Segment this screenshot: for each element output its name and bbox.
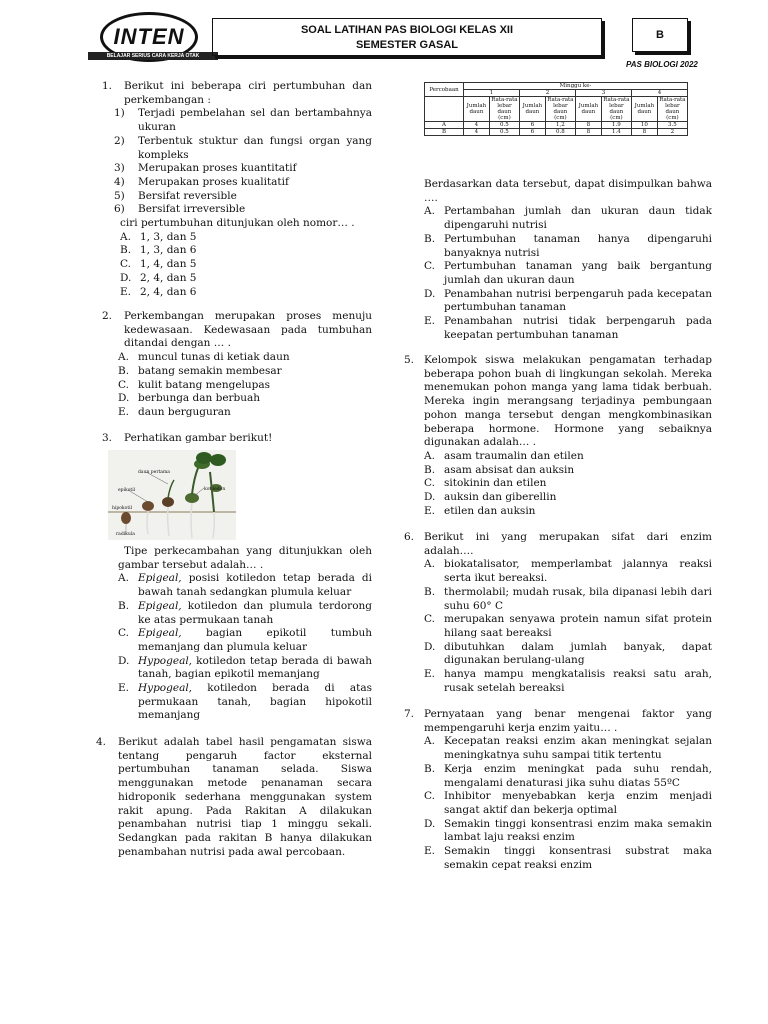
answer-option	[118, 627, 372, 654]
answer-option	[424, 233, 712, 260]
option-text: Kerja enzim meningkat pada suhu rendah, mengalami denaturasi jika suhu diatas 55ºC	[444, 762, 712, 789]
option-text: posisi kotiledon tetap berada di bawah tanah sedangkan plumula keluar	[138, 572, 372, 599]
option-letter: D.	[118, 392, 130, 405]
statement-number: 3)	[114, 162, 125, 175]
answer-option	[424, 315, 712, 342]
statement-item	[104, 135, 372, 162]
option-letter: E.	[120, 285, 132, 298]
statement-text: Terjadi pembelahan sel dan bertambahnya ukuran	[138, 107, 372, 134]
question-3	[104, 432, 372, 446]
table-cell: 0.8	[545, 129, 575, 136]
option-letter: D.	[424, 491, 436, 504]
option-text: etilen dan auksin	[444, 504, 536, 517]
table-cell: 1,2	[545, 122, 575, 129]
option-text: berbunga dan berbuah	[138, 392, 261, 405]
option-letter: B.	[120, 244, 132, 257]
answer-option	[120, 272, 372, 286]
option-letter: E.	[118, 405, 130, 418]
table-row	[425, 129, 688, 136]
answer-option	[118, 365, 372, 379]
question-5	[404, 354, 712, 518]
germination-figure	[108, 450, 236, 540]
answer-option	[118, 682, 372, 723]
option-letter: A.	[424, 558, 435, 571]
statement-text: Bersifat reversible	[138, 189, 237, 202]
question-stem: Perhatikan gambar berikut!	[124, 432, 273, 444]
table-cell: 4	[464, 129, 490, 136]
question-stem-2: Berdasarkan data tersebut, dapat disimpulkan bahwa ….	[424, 178, 712, 204]
option-letter: C.	[118, 627, 129, 640]
answer-option	[118, 379, 372, 393]
question-stem: Perkembangan merupakan proses menuju kedewasaan. Kedewasaan pada tumbuhan ditandai dengan … .	[124, 310, 372, 350]
question-stem: Berikut adalah tabel hasil pengamatan siswa tentang pengaruh factor eksternal pertumbuhan tanaman selada. Siswa menggunakan metode penanaman secara hidroponik sederhana menggunakan system rakit apung. Pada Rakitan A dilakukan penambahan nutrisi tiap 1 minggu sekali. Sedangkan pada rakitan B hanya dilakukan penambahan nutrisi pada awal percobaan.	[118, 736, 372, 858]
question-6	[404, 531, 712, 695]
option-letter: A.	[118, 351, 129, 364]
table-cell: 8	[575, 129, 601, 136]
table-cell: 0.5	[489, 122, 519, 129]
figure-label: epikotil	[118, 488, 136, 493]
question-number: 6.	[404, 531, 415, 543]
table-cell: 8	[575, 122, 601, 129]
option-text: Kecepatan reaksi enzim akan meningkat sejalan meningkatnya suhu sampai titik tertentu	[444, 735, 712, 762]
option-text: Pertumbuhan tanaman yang baik bergantung jumlah dan ukuran daun	[444, 260, 712, 286]
option-text: sitokinin dan etilen	[444, 477, 547, 490]
option-text: 2, 4, dan 5	[140, 271, 197, 284]
option-text: merupakan senyawa protein namun sifat protein hilang saat bereaksi	[444, 613, 712, 639]
answer-option	[118, 351, 372, 365]
statement-number: 4)	[114, 175, 125, 188]
table-cell: 10	[631, 122, 657, 129]
question-4-part2	[424, 178, 712, 342]
table-sub-row	[425, 97, 688, 122]
table-cell: 8	[631, 129, 657, 136]
answer-option	[424, 558, 712, 585]
option-text: Semakin tinggi konsentrasi enzim maka semakin lambat laju reaksi enzim	[444, 817, 712, 844]
option-text: muncul tunas di ketiak daun	[138, 351, 290, 364]
answer-option	[424, 641, 712, 668]
option-text: asam absisat dan auksin	[444, 463, 575, 476]
table-sub-jumlah: Jumlah daun	[631, 97, 657, 122]
answer-option	[424, 450, 712, 464]
option-term: Epigeal,	[138, 627, 182, 640]
answer-option	[424, 260, 712, 287]
option-letter: E.	[424, 315, 436, 328]
option-text: Pertumbuhan tanaman hanya dipengaruhi banyaknya nutrisi	[444, 232, 712, 259]
exam-semester: SEMESTER GASAL	[355, 39, 459, 51]
option-letter: D.	[424, 640, 436, 653]
option-term: Epigeal,	[138, 599, 182, 612]
table-blank-cell	[425, 97, 464, 122]
statement-text: Merupakan proses kuantitatif	[138, 162, 297, 175]
question-7	[404, 708, 712, 872]
answer-option	[424, 613, 712, 640]
option-letter: E.	[424, 668, 436, 681]
table-sub-lebar: Rata-rata lebar daun (cm)	[491, 97, 518, 121]
option-text: 1, 4, dan 5	[140, 258, 197, 271]
option-term: Hypogeal,	[138, 682, 193, 695]
table-row-label: B	[425, 129, 464, 136]
option-text: Inhibitor menyebabkan kerja enzim menjadi sangat aktif dan bekerja optimal	[444, 790, 712, 816]
table-sub-lebar: Rata-rata lebar daun (cm)	[659, 97, 686, 121]
logo-text: INTEN	[113, 24, 185, 49]
table-sub-jumlah: Jumlah daun	[464, 97, 490, 122]
answer-option	[424, 477, 712, 491]
table-cell: 2	[657, 129, 687, 136]
option-letter: B.	[118, 599, 130, 612]
option-letter: E.	[118, 682, 130, 695]
table-cell: 0.5	[489, 129, 519, 136]
exam-code-box	[632, 18, 688, 52]
option-letter: B.	[424, 232, 436, 245]
option-letter: C.	[424, 790, 435, 803]
option-letter: C.	[120, 258, 131, 271]
question-number: 1.	[102, 80, 113, 92]
table-sub-lebar: Rata-rata lebar daun (cm)	[547, 97, 574, 121]
question-stem: Pernyataan yang benar mengenai faktor yang mempengaruhi kerja enzim yaitu… .	[424, 708, 712, 734]
option-text: Penambahan nutrisi berpengaruh pada kecepatan pertumbuhan tanaman	[444, 287, 712, 314]
option-list	[404, 558, 712, 695]
question-stem: Berikut ini yang merupakan sifat dari enzim adalah….	[424, 531, 712, 557]
statement-item	[104, 162, 372, 176]
question-stem: Berikut ini beberapa ciri pertumbuhan dan perkembangan :	[124, 80, 372, 106]
statement-list	[104, 107, 372, 217]
question-tail: ciri pertumbuhan ditunjukan oleh nomor… .	[120, 217, 355, 230]
statement-text: Merupakan proses kualitatif	[138, 175, 289, 188]
option-text: 1, 3, dan 6	[140, 244, 197, 257]
answer-option	[118, 655, 372, 682]
option-letter: C.	[118, 378, 129, 391]
table-row	[425, 122, 688, 129]
table-row-label: A	[425, 122, 464, 129]
statement-text: Bersifat irreversible	[138, 203, 246, 216]
logo-tagline: BELAJAR SERIUS CARA KERJA OTAK	[88, 52, 218, 60]
answer-option	[424, 818, 712, 845]
option-letter: B.	[424, 585, 436, 598]
table-cell: 3.5	[657, 122, 687, 129]
table-cell: 4	[464, 122, 490, 129]
figure-label: kotiledon	[204, 487, 226, 492]
option-list	[424, 205, 712, 342]
option-letter: D.	[424, 287, 436, 300]
statement-item	[104, 107, 372, 134]
figure-label: hipokotil	[112, 506, 133, 511]
table-cell: 1.4	[601, 129, 631, 136]
answer-option	[120, 258, 372, 272]
table-sub-lebar: Rata-rata lebar daun (cm)	[603, 97, 630, 121]
option-letter: B.	[424, 762, 436, 775]
statement-number: 2)	[114, 134, 125, 147]
option-letter: E.	[424, 504, 436, 517]
statement-number: 5)	[114, 189, 125, 202]
option-letter: A.	[424, 735, 435, 748]
option-term: Hypogeal,	[138, 654, 193, 667]
results-table	[424, 82, 688, 136]
option-text: Penambahan nutrisi tidak berpengaruh pada keepatan pertumbuhan tanaman	[444, 315, 712, 341]
table-head-minggu: Minggu ke-	[464, 83, 688, 90]
question-number: 3.	[102, 432, 113, 444]
option-letter: D.	[118, 654, 130, 667]
table-week-cell: 3	[575, 90, 631, 97]
table-cell: 1.9	[601, 122, 631, 129]
option-list	[104, 231, 372, 300]
option-text: asam traumalin dan etilen	[444, 449, 584, 462]
option-list	[404, 450, 712, 519]
option-letter: B.	[118, 364, 130, 377]
option-letter: D.	[120, 271, 132, 284]
option-letter: A.	[424, 205, 435, 218]
answer-option	[424, 205, 712, 232]
answer-option	[424, 735, 712, 762]
exam-title-box	[212, 18, 602, 56]
question-number: 4.	[96, 736, 107, 748]
option-text: Semakin tinggi konsentrasi substrat maka semakin cepat reaksi enzim	[444, 845, 712, 871]
table-cell: 6	[519, 129, 545, 136]
table-sub-jumlah: Jumlah daun	[575, 97, 601, 122]
answer-option	[118, 392, 372, 406]
option-term: Epigeal,	[138, 572, 182, 585]
answer-option	[424, 763, 712, 790]
table-head-percobaan: Percobaan	[425, 83, 464, 97]
table-week-row	[425, 90, 688, 97]
option-text: 2, 4, dan 6	[140, 285, 197, 298]
option-text: dibutuhkan dalam jumlah banyak, dapat digunakan berulang-ulang	[444, 640, 712, 667]
table-sub-jumlah: Jumlah daun	[519, 97, 545, 122]
option-text: batang semakin membesar	[138, 364, 282, 377]
question-1	[104, 80, 372, 299]
answer-option	[424, 464, 712, 478]
answer-option	[118, 600, 372, 627]
answer-option	[424, 491, 712, 505]
option-text: kotiledon tetap berada di bawah tanah, bagian epikotil memanjang	[138, 654, 372, 681]
answer-option	[120, 244, 372, 258]
question-stem-2: Tipe perkecambahan yang ditunjukkan oleh gambar tersebut adalah… .	[118, 545, 372, 571]
table-week-cell: 2	[519, 90, 575, 97]
option-text: Pertambahan jumlah dan ukuran daun tidak dipengaruhi nutrisi	[444, 205, 712, 232]
option-list	[118, 572, 372, 723]
statement-text: Terbentuk stuktur dan fungsi organ yang kompleks	[138, 134, 372, 161]
option-list	[404, 735, 712, 872]
question-number: 7.	[404, 708, 415, 720]
table-cell: 6	[519, 122, 545, 129]
option-text: daun berguguran	[138, 405, 231, 418]
question-4	[96, 736, 372, 859]
answer-option	[424, 668, 712, 695]
option-text: biokatalisator, memperlambat jalannya reaksi serta ikut bereaksi.	[444, 558, 712, 585]
option-letter: C.	[424, 477, 435, 490]
answer-option	[424, 586, 712, 613]
question-3-part2	[118, 545, 372, 723]
option-letter: A.	[118, 572, 129, 585]
option-letter: A.	[424, 449, 435, 462]
statement-item	[104, 176, 372, 190]
option-text: kotiledon berada di atas permukaan tanah, bagian hipokotil memanjang	[138, 682, 372, 722]
answer-option	[424, 845, 712, 872]
option-text: hanya mampu mengkatalisis reaksi satu arah, rusak setelah bereaksi	[444, 668, 712, 694]
answer-option	[118, 406, 372, 420]
statement-item	[104, 190, 372, 204]
option-letter: A.	[120, 230, 131, 243]
answer-option	[424, 505, 712, 519]
option-letter: C.	[424, 260, 435, 273]
statement-number: 6)	[114, 203, 125, 216]
answer-option	[424, 790, 712, 817]
results-table-wrap	[424, 82, 688, 136]
subject-label: PAS BIOLOGI 2022	[626, 60, 698, 69]
answer-option	[120, 286, 372, 300]
figure-label: daun pertama	[138, 470, 170, 475]
option-text: kotiledon dan plumula terdorong ke atas permukaan tanah	[138, 599, 372, 626]
exam-title: SOAL LATIHAN PAS BIOLOGI KELAS XII	[300, 24, 514, 36]
table-week-cell: 1	[464, 90, 520, 97]
question-number: 2.	[102, 310, 113, 322]
option-letter: C.	[424, 613, 435, 626]
option-text: 1, 3, dan 5	[140, 230, 197, 243]
option-list	[104, 351, 372, 420]
option-text: auksin dan giberellin	[444, 491, 557, 504]
statement-number: 1)	[114, 107, 125, 120]
option-text: kulit batang mengelupas	[138, 378, 271, 391]
question-2	[104, 310, 372, 420]
figure-label: radikula	[116, 532, 135, 537]
exam-code: B	[656, 29, 664, 41]
option-text: thermolabil; mudah rusak, bila dipanasi lebih dari suhu 60° C	[444, 585, 712, 612]
answer-option	[424, 288, 712, 315]
question-stem: Kelompok siswa melakukan pengamatan terhadap beberapa pohon buah di lingkungan sekolah. Mereka menemukan pohon manga yang lama tidak berbuah. Mereka ingin merangsang terjadinya pembungaan pohon manga tersebut dengan mengkombinasikan beberapa hormone. Hormone yang sebaiknya digunakan adalah… .	[424, 354, 712, 449]
statement-item	[104, 203, 372, 217]
table-week-cell: 4	[631, 90, 687, 97]
option-text: bagian epikotil tumbuh memanjang dan plumula keluar	[138, 627, 372, 653]
answer-option	[118, 572, 372, 599]
question-number: 5.	[404, 354, 415, 366]
option-letter: B.	[424, 463, 436, 476]
option-letter: E.	[424, 845, 436, 858]
answer-option	[120, 231, 372, 245]
option-letter: D.	[424, 817, 436, 830]
